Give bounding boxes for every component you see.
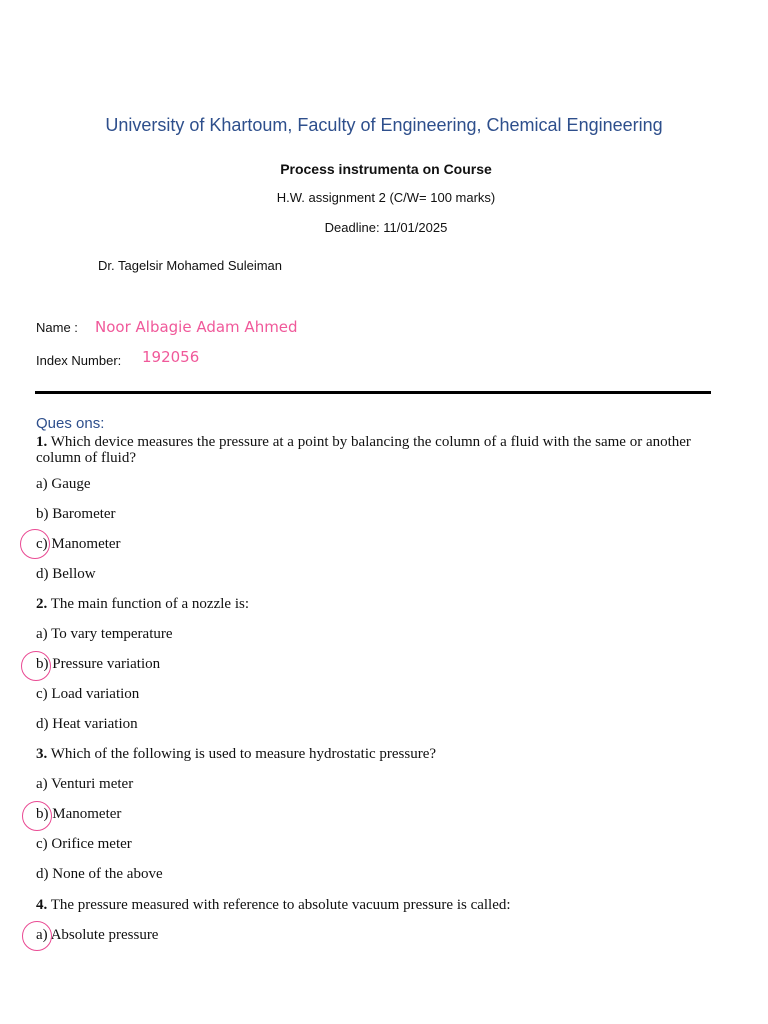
q2-option-b: b) Pressure variation — [36, 656, 161, 672]
q3-option-c: c) Orifice meter — [36, 836, 132, 852]
divider — [35, 391, 711, 394]
q1-option-c: c) Manometer — [36, 536, 121, 552]
q4-option-a: a) Absolute pressure — [36, 927, 159, 943]
question-3: 3. Which of the following is used to measure hydrostatic pressure? — [36, 746, 437, 762]
instructor-name: Dr. Tagelsir Mohamed Suleiman — [98, 258, 283, 273]
name-label: Name : — [36, 320, 78, 335]
question-1: 1. Which device measures the pressure at a point by balancing the column of a fluid with the same or another column of fluid? — [36, 434, 691, 466]
q2-option-d: d) Heat variation — [36, 716, 138, 732]
answer-circle-q2 — [21, 651, 51, 681]
questions-heading: Ques ons: — [36, 415, 105, 432]
q1-option-d: d) Bellow — [36, 566, 96, 582]
q2-option-c: c) Load variation — [36, 686, 140, 702]
student-index: 192056 — [142, 348, 200, 366]
question-2: 2. The main function of a nozzle is: — [36, 596, 249, 612]
course-title: Process instrumenta on Course — [280, 161, 492, 177]
q1-option-b: b) Barometer — [36, 506, 116, 522]
q3-option-d: d) None of the above — [36, 866, 163, 882]
deadline: Deadline: 11/01/2025 — [324, 220, 448, 235]
student-name: Noor Albagie Adam Ahmed — [95, 318, 298, 336]
answer-circle-q4 — [22, 921, 52, 951]
answer-circle-q1 — [20, 529, 50, 559]
question-4: 4. The pressure measured with reference to absolute vacuum pressure is called: — [36, 897, 511, 913]
university-title: University of Khartoum, Faculty of Engineering, Chemical Engineering — [105, 115, 663, 135]
answer-circle-q3 — [22, 801, 52, 831]
index-label: Index Number: — [36, 353, 122, 368]
q3-option-a: a) Venturi meter — [36, 776, 134, 792]
q2-option-a: a) To vary temperature — [36, 626, 173, 642]
assignment-info: H.W. assignment 2 (C/W= 100 marks) — [276, 190, 496, 205]
q1-option-a: a) Gauge — [36, 476, 91, 492]
q3-option-b: b) Manometer — [36, 806, 122, 822]
